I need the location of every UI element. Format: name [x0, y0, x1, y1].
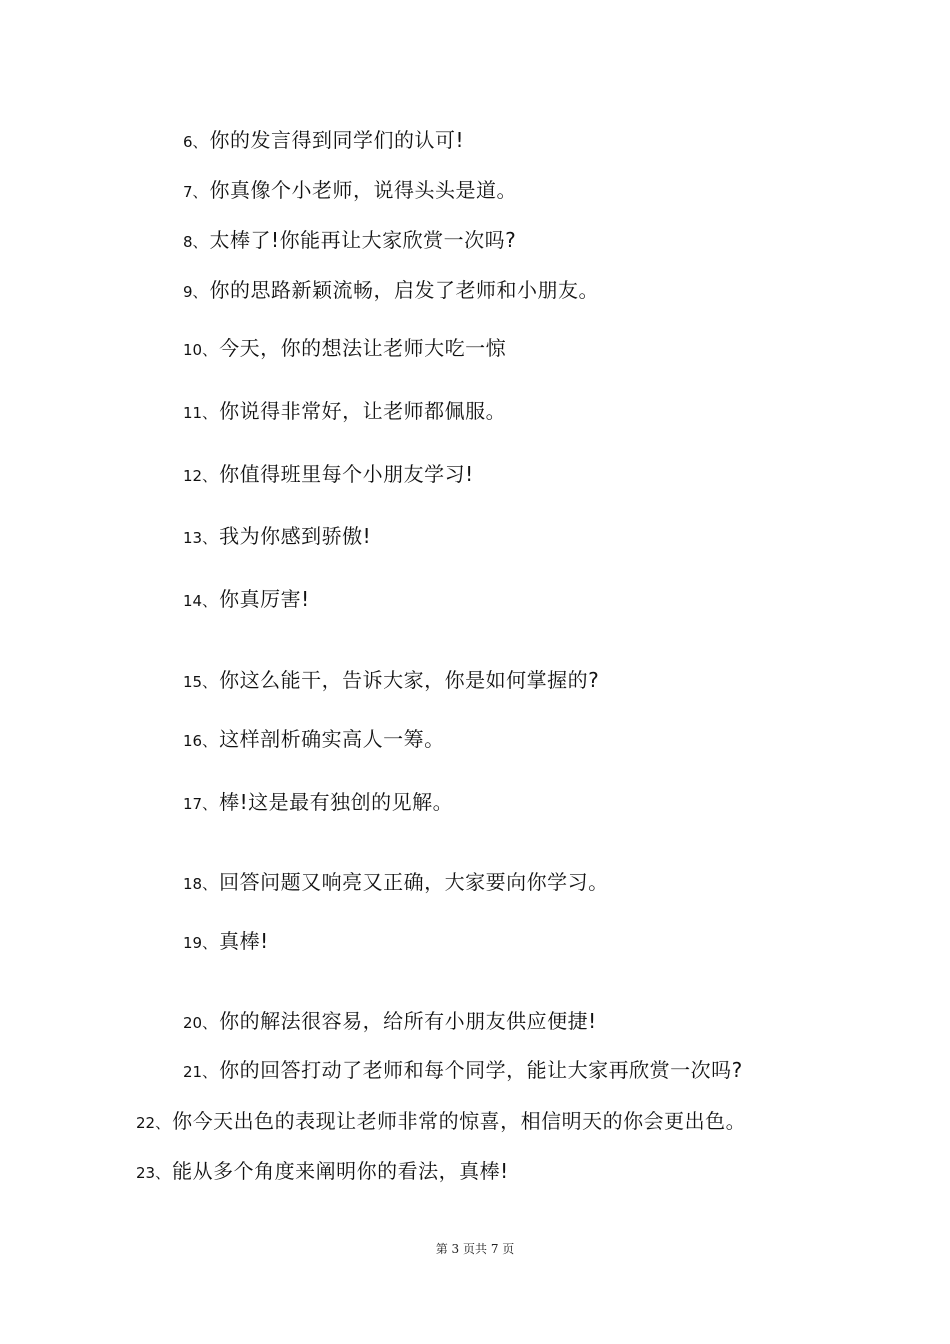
list-item [183, 1058, 743, 1084]
item-text: 你说得非常好，让老师都佩服。 [219, 399, 507, 423]
item-number: 13、 [183, 529, 218, 547]
item-number: 12、 [183, 467, 218, 485]
item-number: 20、 [183, 1014, 218, 1032]
item-number: 18、 [183, 875, 218, 893]
item-text: 太棒了!你能再让大家欣赏一次吗? [209, 228, 517, 252]
item-number: 21、 [183, 1063, 218, 1081]
list-item [183, 278, 599, 304]
list-item [183, 790, 453, 816]
item-number: 17、 [183, 795, 218, 813]
item-text: 你今天出色的表现让老师非常的惊喜，相信明天的你会更出色。 [172, 1109, 747, 1133]
list-item [183, 524, 371, 550]
list-item [183, 462, 474, 488]
item-number: 9、 [183, 283, 208, 301]
item-text: 你的回答打动了老师和每个同学，能让大家再欣赏一次吗? [219, 1058, 743, 1082]
item-text: 你这么能干，告诉大家，你是如何掌握的? [219, 668, 600, 692]
item-text: 今天，你的想法让老师大吃一惊 [219, 336, 507, 360]
list-item [183, 128, 464, 154]
list-item [183, 929, 269, 955]
item-text: 真棒! [219, 929, 269, 953]
item-text: 能从多个角度来阐明你的看法，真棒! [172, 1159, 509, 1183]
item-text: 你的发言得到同学们的认可! [209, 128, 465, 152]
item-number: 23、 [136, 1164, 171, 1182]
list-item [183, 727, 445, 753]
item-number: 8、 [183, 233, 208, 251]
item-number: 6、 [183, 133, 208, 151]
item-number: 11、 [183, 404, 218, 422]
item-text: 你值得班里每个小朋友学习! [219, 462, 474, 486]
list-item [183, 336, 506, 362]
item-number: 10、 [183, 341, 218, 359]
list-item [183, 228, 516, 254]
item-number: 14、 [183, 592, 218, 610]
item-text: 回答问题又响亮又正确，大家要向你学习。 [219, 870, 609, 894]
item-number: 16、 [183, 732, 218, 750]
item-text: 棒!这是最有独创的见解。 [219, 790, 454, 814]
page-footer: 第 3 页共 7 页 [435, 1242, 515, 1256]
list-item [183, 668, 599, 694]
list-item [136, 1109, 746, 1135]
item-text: 你真厉害! [219, 587, 310, 611]
item-number: 22、 [136, 1114, 171, 1132]
item-text: 你的解法很容易，给所有小朋友供应便捷! [219, 1009, 597, 1033]
list-item [136, 1159, 509, 1185]
item-text: 你真像个小老师，说得头头是道。 [209, 178, 518, 202]
item-number: 7、 [183, 183, 208, 201]
item-number: 19、 [183, 934, 218, 952]
list-item [183, 399, 506, 425]
item-text: 我为你感到骄傲! [219, 524, 372, 548]
item-text: 这样剖析确实高人一筹。 [219, 727, 445, 751]
list-item [183, 178, 517, 204]
list-item [183, 587, 310, 613]
list-item [183, 1009, 597, 1035]
item-text: 你的思路新颖流畅，启发了老师和小朋友。 [209, 278, 600, 302]
item-number: 15、 [183, 673, 218, 691]
list-item [183, 870, 609, 896]
